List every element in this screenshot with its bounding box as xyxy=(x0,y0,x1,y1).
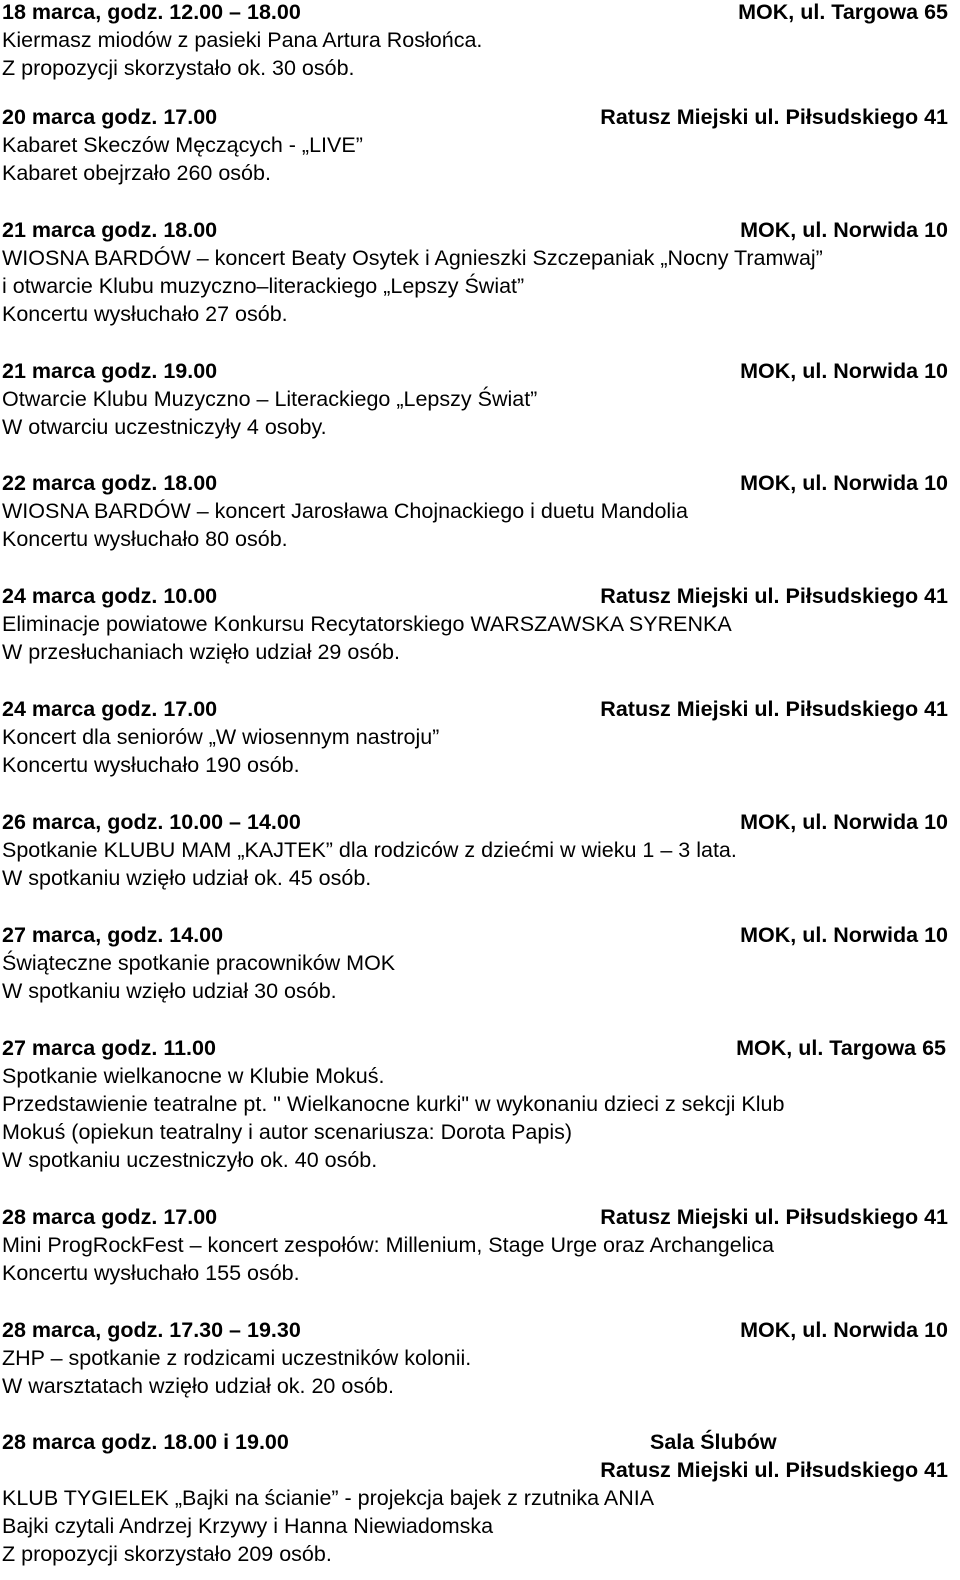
event-description: Kabaret Skeczów Męczących - „LIVE” xyxy=(2,133,363,157)
event-venue: Ratusz Miejski ul. Piłsudskiego 41 xyxy=(600,1458,948,1482)
event-venue: MOK, ul. Norwida 10 xyxy=(740,471,948,495)
event-venue: MOK, ul. Norwida 10 xyxy=(740,1318,948,1342)
event-attendance: Koncertu wysłuchało 155 osób. xyxy=(2,1261,300,1285)
event-description: Świąteczne spotkanie pracowników MOK xyxy=(2,951,396,975)
event-attendance: W warsztatach wzięło udział ok. 20 osób. xyxy=(2,1374,394,1398)
event-date: 18 marca, godz. 12.00 – 18.00 xyxy=(2,0,301,24)
event-venue: Ratusz Miejski ul. Piłsudskiego 41 xyxy=(600,697,948,721)
event-date: 24 marca godz. 10.00 xyxy=(2,584,218,608)
event-venue: Ratusz Miejski ul. Piłsudskiego 41 xyxy=(600,1205,948,1229)
event-attendance: Koncertu wysłuchało 27 osób. xyxy=(2,302,288,326)
event-description: Kiermasz miodów z pasieki Pana Artura Rosłońca. xyxy=(2,28,483,52)
event-venue: Ratusz Miejski ul. Piłsudskiego 41 xyxy=(600,584,948,608)
event-venue-room: Sala Ślubów xyxy=(650,1430,777,1454)
event-description: WIOSNA BARDÓW – koncert Beaty Osytek i Agnieszki Szczepaniak „Nocny Tramwaj” xyxy=(2,246,823,270)
event-venue: MOK, ul. Norwida 10 xyxy=(740,923,948,947)
event-venue: MOK, ul. Norwida 10 xyxy=(740,810,948,834)
event-attendance: W spotkaniu uczestniczyło ok. 40 osób. xyxy=(2,1148,378,1172)
event-venue: MOK, ul. Targowa 65 xyxy=(736,1036,946,1060)
event-description: Koncert dla seniorów „W wiosennym nastroju” xyxy=(2,725,440,749)
event-description: Otwarcie Klubu Muzyczno – Literackiego „Lepszy Świat” xyxy=(2,387,538,411)
event-date: 28 marca godz. 18.00 i 19.00 xyxy=(2,1430,289,1454)
event-attendance: Z propozycji skorzystało 209 osób. xyxy=(2,1542,332,1566)
event-attendance: Koncertu wysłuchało 190 osób. xyxy=(2,753,300,777)
event-venue: Ratusz Miejski ul. Piłsudskiego 41 xyxy=(600,105,948,129)
event-attendance: W spotkaniu wzięło udział ok. 45 osób. xyxy=(2,866,372,890)
event-description: Mokuś (opiekun teatralny i autor scenariusza: Dorota Papis) xyxy=(2,1120,573,1144)
event-attendance: Z propozycji skorzystało ok. 30 osób. xyxy=(2,56,355,80)
event-description: Przedstawienie teatralne pt. " Wielkanocne kurki" w wykonaniu dzieci z sekcji Klub xyxy=(2,1092,785,1116)
event-attendance: Koncertu wysłuchało 80 osób. xyxy=(2,527,288,551)
event-date: 20 marca godz. 17.00 xyxy=(2,105,218,129)
event-description: Eliminacje powiatowe Konkursu Recytatorskiego WARSZAWSKA SYRENKA xyxy=(2,612,732,636)
event-description: ZHP – spotkanie z rodzicami uczestników kolonii. xyxy=(2,1346,472,1370)
event-date: 21 marca godz. 19.00 xyxy=(2,359,218,383)
event-date: 24 marca godz. 17.00 xyxy=(2,697,218,721)
event-attendance: Kabaret obejrzało 260 osób. xyxy=(2,161,271,185)
event-date: 22 marca godz. 18.00 xyxy=(2,471,218,495)
event-description: Bajki czytali Andrzej Krzywy i Hanna Niewiadomska xyxy=(2,1514,494,1538)
event-attendance: W spotkaniu wzięło udział 30 osób. xyxy=(2,979,337,1003)
event-date: 26 marca, godz. 10.00 – 14.00 xyxy=(2,810,301,834)
event-description: i otwarcie Klubu muzyczno–literackiego „Lepszy Świat” xyxy=(2,274,525,298)
event-venue: MOK, ul. Norwida 10 xyxy=(740,359,948,383)
event-venue: MOK, ul. Targowa 65 xyxy=(738,0,948,24)
event-attendance: W otwarciu uczestniczyły 4 osoby. xyxy=(2,415,327,439)
event-description: Spotkanie wielkanocne w Klubie Mokuś. xyxy=(2,1064,385,1088)
event-description: KLUB TYGIELEK „Bajki na ścianie” - projekcja bajek z rzutnika ANIA xyxy=(2,1486,655,1510)
event-attendance: W przesłuchaniach wzięło udział 29 osób. xyxy=(2,640,400,664)
event-date: 21 marca godz. 18.00 xyxy=(2,218,218,242)
event-date: 28 marca godz. 17.00 xyxy=(2,1205,218,1229)
event-date: 28 marca, godz. 17.30 – 19.30 xyxy=(2,1318,301,1342)
event-description: Mini ProgRockFest – koncert zespołów: Millenium, Stage Urge oraz Archangelica xyxy=(2,1233,774,1257)
event-description: Spotkanie KLUBU MAM „KAJTEK” dla rodziców z dziećmi w wieku 1 – 3 lata. xyxy=(2,838,737,862)
event-description: WIOSNA BARDÓW – koncert Jarosława Chojnackiego i duetu Mandolia xyxy=(2,499,688,523)
event-date: 27 marca, godz. 14.00 xyxy=(2,923,224,947)
event-date: 27 marca godz. 11.00 xyxy=(2,1036,216,1060)
event-venue: MOK, ul. Norwida 10 xyxy=(740,218,948,242)
